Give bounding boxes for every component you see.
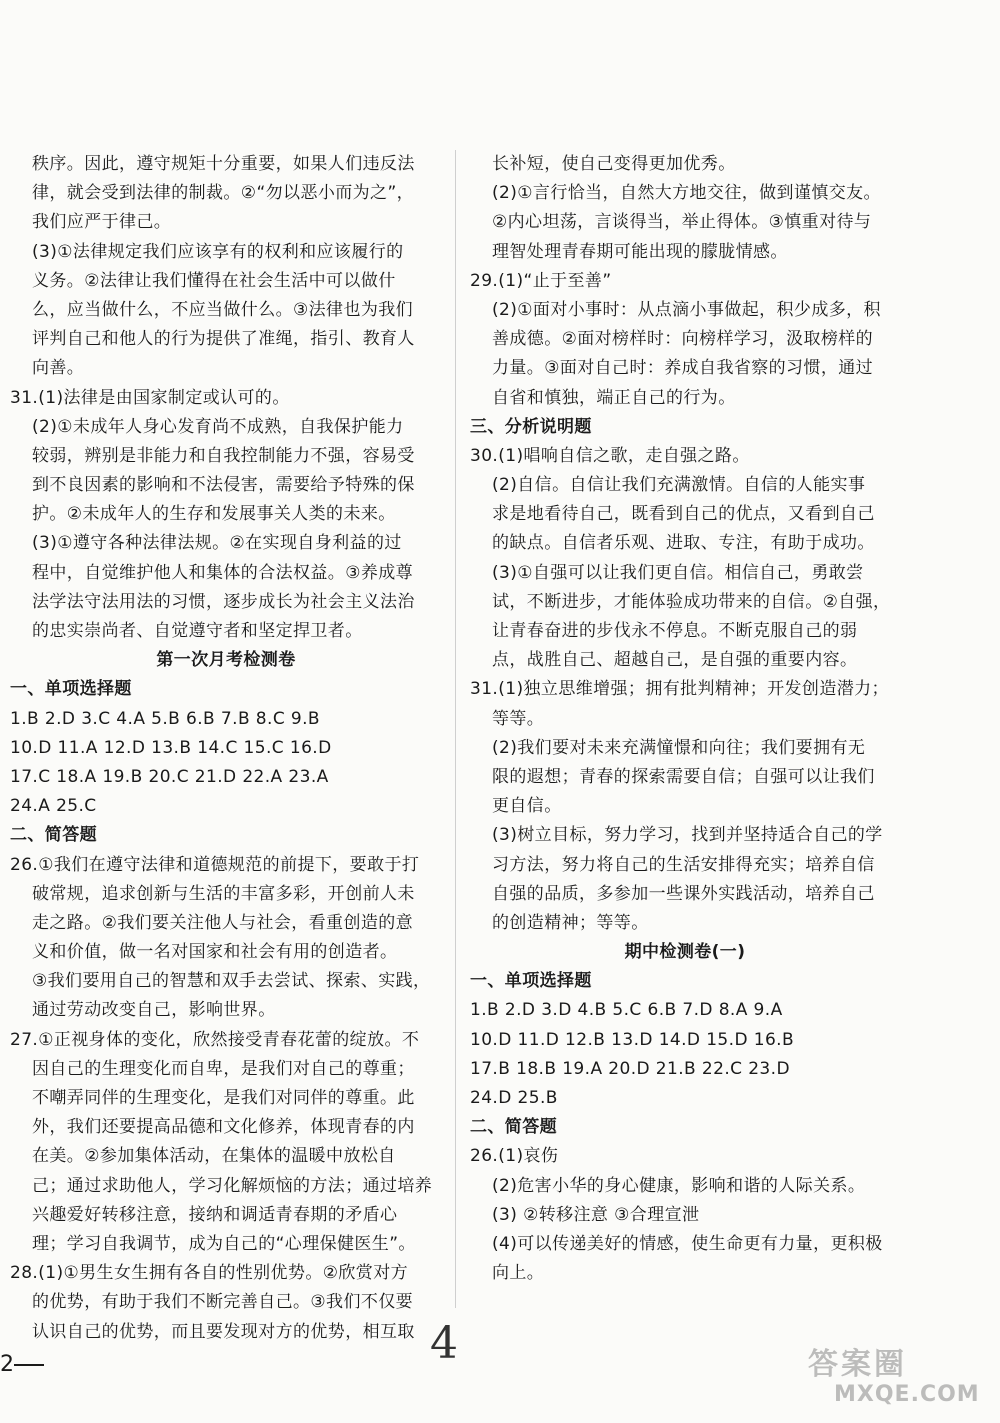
text-line: 自强的品质，多参加一些课外实践活动，培养自己 <box>492 883 875 904</box>
text-line: 24.A 25.C <box>10 796 97 817</box>
text-line: 善成德。②面对榜样时：向榜样学习，汲取榜样的 <box>492 329 874 350</box>
text-line: 兴趣爱好转移注意，接纳和调适青春期的矛盾心 <box>32 1204 398 1225</box>
watermark-url: MXQE.COM <box>834 1382 980 1407</box>
text-line: 10.D 11.A 12.D 13.B 14.C 15.C 16.D <box>10 737 332 758</box>
text-line: 的忠实崇尚者、自觉遵守者和坚定捍卫者。 <box>32 621 363 641</box>
text-line: 1.B 2.D 3.D 4.B 5.C 6.B 7.D 8.A 9.A <box>470 1000 783 1021</box>
site-watermark-logo <box>808 1347 980 1412</box>
text-line: 习方法，努力将自己的生活安排得充实；培养自信 <box>492 854 875 875</box>
text-line: 么，应当做什么，不应当做什么。③法律也为我们 <box>32 299 414 320</box>
text-line: 法学法守法用法的习惯，逐步成长为社会主义法治 <box>32 591 415 612</box>
text-line: 让青春奋进的步伐永不停息。不断克服自己的弱 <box>492 621 858 641</box>
text-line: 等等。 <box>492 708 545 729</box>
text-line: 31.(1)法律是由国家制定或认可的。 <box>10 387 290 408</box>
text-line: 31.(1)独立思维增强；拥有批判精神；开发创造潜力； <box>470 679 889 700</box>
text-line: (3) ②转移注意 ③合理宣泄 <box>492 1204 700 1225</box>
handwritten-page-mark: 4 <box>430 1318 458 1369</box>
text-line: 义和价值，做一名对国家和社会有用的创造者。 <box>32 942 398 963</box>
text-line: 通过劳动改变自己，影响世界。 <box>32 1000 276 1021</box>
text-line: 到不良因素的影响和不法侵害，需要给予特殊的保 <box>32 475 415 496</box>
text-line: (2)自信。自信让我们充满激情。自信的人能实事 <box>492 475 866 496</box>
text-line: 秩序。因此，遵守规矩十分重要，如果人们违反法 <box>32 154 415 174</box>
text-line: 的优势，有助于我们不断完善自己。③我们不仅要 <box>32 1292 414 1313</box>
text-line: (2)①未成年人身心发育尚不成熟，自我保护能力 <box>32 416 404 437</box>
text-line: 我们应严于律己。 <box>32 212 172 233</box>
text-line: 不嘲弄同伴的生理变化，是我们对同伴的尊重。此 <box>32 1088 415 1108</box>
text-line: 10.D 11.D 12.B 13.D 14.D 15.D 16.B <box>470 1029 795 1050</box>
text-line: 点，战胜自己、超越自己，是自强的重要内容。 <box>492 650 858 671</box>
text-line: 29.(1)“止于至善” <box>470 270 612 291</box>
text-line: 限的遐想；青春的探索需要自信；自强可以让我们 <box>492 766 875 787</box>
section-heading: 二、简答题 <box>470 1117 557 1138</box>
text-line: 24.D 25.B <box>470 1088 558 1108</box>
text-line: 26.(1)哀伤 <box>470 1146 559 1167</box>
text-line: (3)树立目标，努力学习，找到并坚持适合自己的学 <box>492 825 883 846</box>
text-line: 的缺点。自信者乐观、进取、专注，有助于成功。 <box>492 533 875 554</box>
text-line: 17.C 18.A 19.B 20.C 21.D 22.A 23.A <box>10 766 329 787</box>
text-line: 律，就会受到法律的制裁。②“勿以恶小而为之”， <box>32 183 415 204</box>
page-number: 2 <box>0 1352 14 1377</box>
text-line: 己；通过求助他人，学习化解烦恼的方法；通过培养 <box>32 1175 433 1196</box>
exam-title: 期中检测卷(一) <box>624 942 746 963</box>
text-line: 试，不断进步，才能体验成功带来的自信。②自强， <box>492 591 891 612</box>
watermark-text: 答案圈 <box>808 1347 907 1382</box>
text-line: 破常规，追求创新与生活的丰富多彩，开创前人未 <box>32 883 415 904</box>
text-line: (3)①法律规定我们应该享有的权利和应该履行的 <box>32 241 404 262</box>
text-line: 认识自己的优势，而且要发现对方的优势，相互取 <box>32 1321 415 1342</box>
page-number-dash <box>14 1364 44 1366</box>
text-line: 向善。 <box>32 358 85 379</box>
section-heading: 一、单项选择题 <box>470 971 592 992</box>
text-line: 护。②未成年人的生存和发展事关人类的未来。 <box>32 504 396 525</box>
text-line: 长补短，使自己变得更加优秀。 <box>492 154 736 174</box>
section-heading: 二、简答题 <box>10 825 97 846</box>
text-line: ②内心坦荡，言谈得当，举止得体。③慎重对待与 <box>492 212 872 233</box>
text-line: 理智处理青春期可能出现的朦胧情感。 <box>492 241 788 262</box>
text-line: (2)①言行恰当，自然大方地交往，做到谨慎交友。 <box>492 183 881 204</box>
text-line: 理；学习自我调节，成为自己的“心理保健医生”。 <box>32 1233 416 1254</box>
text-line: (2)①面对小事时：从点滴小事做起，积少成多，积 <box>492 299 881 320</box>
right-text-column <box>470 150 900 1288</box>
text-line: (4)可以传递美好的情感，使生命更有力量，更积极 <box>492 1233 883 1254</box>
text-line: 程中，自觉维护他人和集体的合法权益。③养成尊 <box>32 562 414 583</box>
text-line: 评判自己和他人的行为提供了准绳，指引、教育人 <box>32 329 415 350</box>
text-line: 更自信。 <box>492 796 562 817</box>
text-line: 28.(1)①男生女生拥有各自的性别优势。②欣赏对方 <box>10 1263 408 1284</box>
text-line: 求是地看待自己，既看到自己的优点，又看到自己 <box>492 504 875 525</box>
text-line: (3)①遵守各种法律法规。②在实现自身利益的过 <box>32 533 402 554</box>
text-line: 义务。②法律让我们懂得在社会生活中可以做什 <box>32 270 396 291</box>
text-line: 自省和慎独，端正自己的行为。 <box>492 387 736 408</box>
left-text-column <box>10 150 442 1347</box>
section-heading: 三、分析说明题 <box>470 416 592 437</box>
text-line: 力量。③面对自己时：养成自我省察的习惯，通过 <box>492 358 874 379</box>
section-heading: 一、单项选择题 <box>10 679 132 700</box>
text-line: 较弱，辨别是非能力和自我控制能力不强，容易受 <box>32 445 415 466</box>
text-line: 在美。②参加集体活动，在集体的温暖中放松自 <box>32 1146 396 1167</box>
column-divider <box>455 150 456 1308</box>
text-line: (2)我们要对未来充满憧憬和向往；我们要拥有无 <box>492 737 866 758</box>
exam-title: 第一次月考检测卷 <box>156 650 296 671</box>
text-line: 17.B 18.B 19.A 20.D 21.B 22.C 23.D <box>470 1058 790 1079</box>
text-line: 因自己的生理变化而自卑，是我们对自己的尊重； <box>32 1058 415 1079</box>
text-line: 的创造精神；等等。 <box>492 912 649 933</box>
text-line: 26.①我们在遵守法律和道德规范的前提下，要敢于打 <box>10 854 420 875</box>
text-line: 27.①正视身体的变化，欣然接受青春花蕾的绽放。不 <box>10 1029 420 1050</box>
text-line: 向上。 <box>492 1263 545 1284</box>
text-line: 30.(1)唱响自信之歌，走自强之路。 <box>470 445 750 466</box>
text-line: 走之路。②我们要关注他人与社会，看重创造的意 <box>32 912 414 933</box>
text-line: 外，我们还要提高品德和文化修养，体现青春的内 <box>32 1117 415 1138</box>
text-line: 1.B 2.D 3.C 4.A 5.B 6.B 7.B 8.C 9.B <box>10 708 320 729</box>
text-line: ③我们要用自己的智慧和双手去尝试、探索、实践， <box>32 971 431 992</box>
text-line: (3)①自强可以让我们更自信。相信自己，勇敢尝 <box>492 562 864 583</box>
text-line: (2)危害小华的身心健康，影响和谐的人际关系。 <box>492 1175 866 1196</box>
